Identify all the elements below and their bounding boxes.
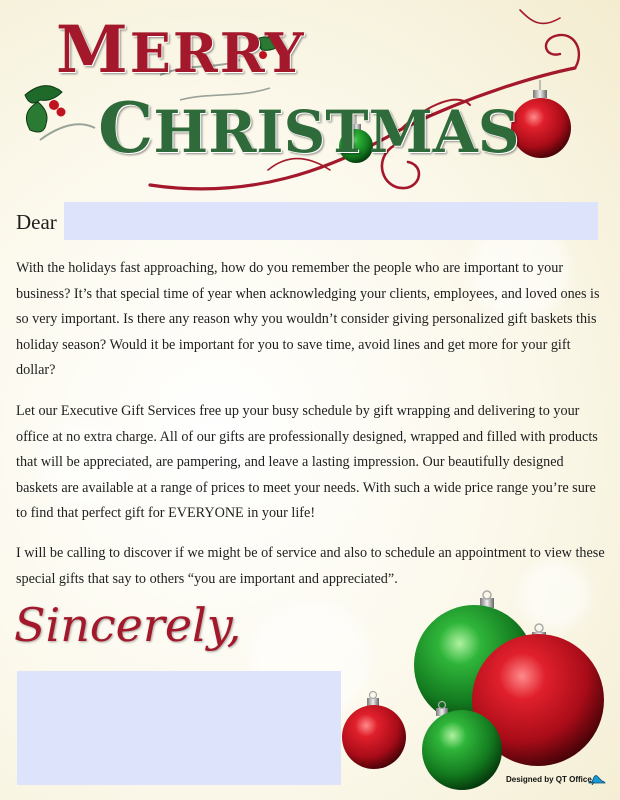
paragraph-3: I will be calling to discover if we might be of service and also to schedule an appointment to view these special gifts that say to others “you are important and appreciated”. [16, 545, 605, 587]
recipient-name-field[interactable] [64, 202, 598, 240]
merry-heading [56, 12, 306, 88]
christmas-rest: HRISTMAS [153, 98, 520, 166]
christmas-initial: C [98, 88, 154, 169]
ornament-small-red [342, 692, 406, 770]
salutation-label: Dear [16, 210, 57, 234]
christmas-heading [98, 88, 520, 169]
designer-credit: Designed by QT Office [506, 775, 592, 784]
signature-field[interactable] [17, 671, 341, 785]
shoe-icon [588, 771, 606, 785]
merry-initial: M [56, 12, 130, 88]
merry-rest: ERRY [129, 21, 306, 85]
paragraph-1: With the holidays fast approaching, how do you remember the people who are important to your business? It’s that special time of year when acknowledging your clients, employees, and loved ones is so very important. Is there any reason why you wouldn’t consider giving personalized gift baskets this holiday season? Would it be important for you to save time, avoid lines and get more for your gift dollar? [16, 260, 600, 378]
ornament-red-top-right [511, 80, 571, 158]
paragraph-2: Let our Executive Gift Services free up your busy schedule by gift wrapping and delivering to your office at no extra charge. All of our gifts are professionally designed, wrapped and filled with products that will be appreciated, are pampering, and leave a lasting impression. Our beautifully designed baskets are available at a range of prices to meet your needs. With such a wide price range you’re sure to find that perfect gift for EVERYONE in your life! [16, 403, 598, 521]
closing-sincerely: Sincerely, [14, 598, 242, 652]
